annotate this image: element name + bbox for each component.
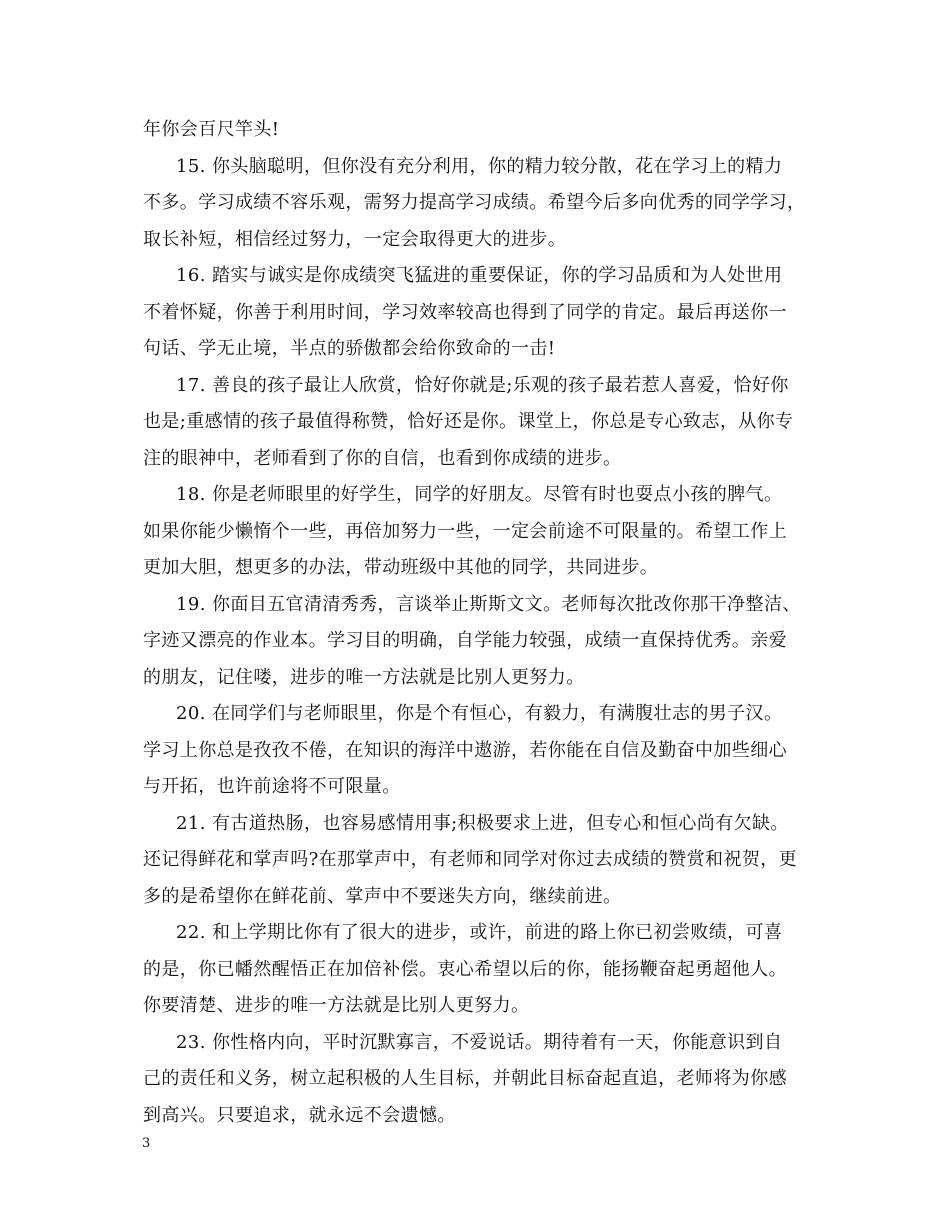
text-line: 你要清楚、进步的唯一方法就是比别人更努力。	[143, 995, 530, 1016]
text-line: 更加大胆，想更多的办法，带动班级中其他的同学，共同进步。	[143, 557, 659, 578]
text-line: 也是;重感情的孩子最值得称赞，恰好还是你。课堂上，你总是专心致志，从你专	[143, 411, 794, 432]
paragraph-23-line: 23. 你性格内向，平时沉默寡言，不爱说话。期待着有一天，你能意识到自	[176, 1031, 783, 1053]
paragraph-17-line: 17. 善良的孩子最让人欣赏，恰好你就是;乐观的孩子最若惹人喜爱，恰好你	[176, 374, 789, 396]
paragraph-15-line: 15. 你头脑聪明，但你没有充分利用，你的精力较分散，花在学习上的精力	[176, 155, 783, 177]
text-line: 到高兴。只要追求，就永远不会遗憾。	[143, 1104, 456, 1126]
text-line: 年你会百尺竿头!	[143, 119, 280, 140]
text-line: 学习上你总是孜孜不倦，在知识的海洋中遨游，若你能在自信及勤奋中加些细心	[143, 739, 787, 761]
text-line: 的是，你已幡然醒悟正在加倍补偿。衷心希望以后的你，能扬鞭奋起勇超他人。	[143, 958, 787, 980]
text-line: 字迹又漂亮的作业本。学习目的明确，自学能力较强，成绩一直保持优秀。亲爱	[143, 630, 787, 651]
text-line: 注的眼神中，老师看到了你的自信，也看到你成绩的进步。	[143, 447, 622, 469]
paragraph-22-line: 22. 和上学期比你有了很大的进步，或许，前进的路上你已初尝败绩，可喜	[176, 922, 783, 943]
paragraph-16-line: 16. 踏实与诚实是你成绩突飞猛进的重要保证，你的学习品质和为人处世用	[176, 265, 783, 286]
text-line: 的朋友，记住喽，进步的唯一方法就是比别人更努力。	[143, 666, 585, 688]
text-line: 取长补短，相信经过努力，一定会取得更大的进步。	[143, 228, 567, 250]
paragraph-21-line: 21. 有古道热肠，也容易感情用事;积极要求上进，但专心和恒心尚有欠缺。	[176, 812, 789, 834]
paragraph-19-line: 19. 你面目五官清清秀秀，言谈举止斯斯文文。老师每次批改你那干净整洁、	[176, 593, 801, 615]
paragraph-18-line: 18. 你是老师眼里的好学生，同学的好朋友。尽管有时也耍点小孩的脾气。	[176, 484, 783, 505]
text-line: 不着怀疑，你善于利用时间，学习效率较高也得到了同学的肯定。最后再送你一	[143, 301, 787, 323]
text-line: 如果你能少懒惰个一些，再倍加努力一些，一定会前途不可限量的。希望工作上	[143, 520, 787, 542]
text-line: 句话、学无止境，半点的骄傲都会给你致命的一击!	[143, 338, 556, 359]
text-line: 多的是希望你在鲜花前、掌声中不要迷失方向，继续前进。	[143, 885, 622, 907]
text-line: 还记得鲜花和掌声吗?在那掌声中，有老师和同学对你过去成绩的赞赏和祝贺，更	[143, 849, 798, 870]
text-line: 己的责任和义务，树立起积极的人生目标，并朝此目标奋起直追，老师将为你感	[143, 1068, 787, 1089]
document-body	[143, 112, 818, 1134]
page-number: 3	[142, 1136, 151, 1151]
text-line: 与开拓，也许前途将不可限量。	[143, 776, 401, 797]
paragraph-20-line: 20. 在同学们与老师眼里，你是个有恒心，有毅力，有满腹壮志的男子汉。	[176, 703, 783, 724]
text-line: 不多。学习成绩不容乐观，需努力提高学习成绩。希望今后多向优秀的同学学习，	[143, 192, 806, 213]
